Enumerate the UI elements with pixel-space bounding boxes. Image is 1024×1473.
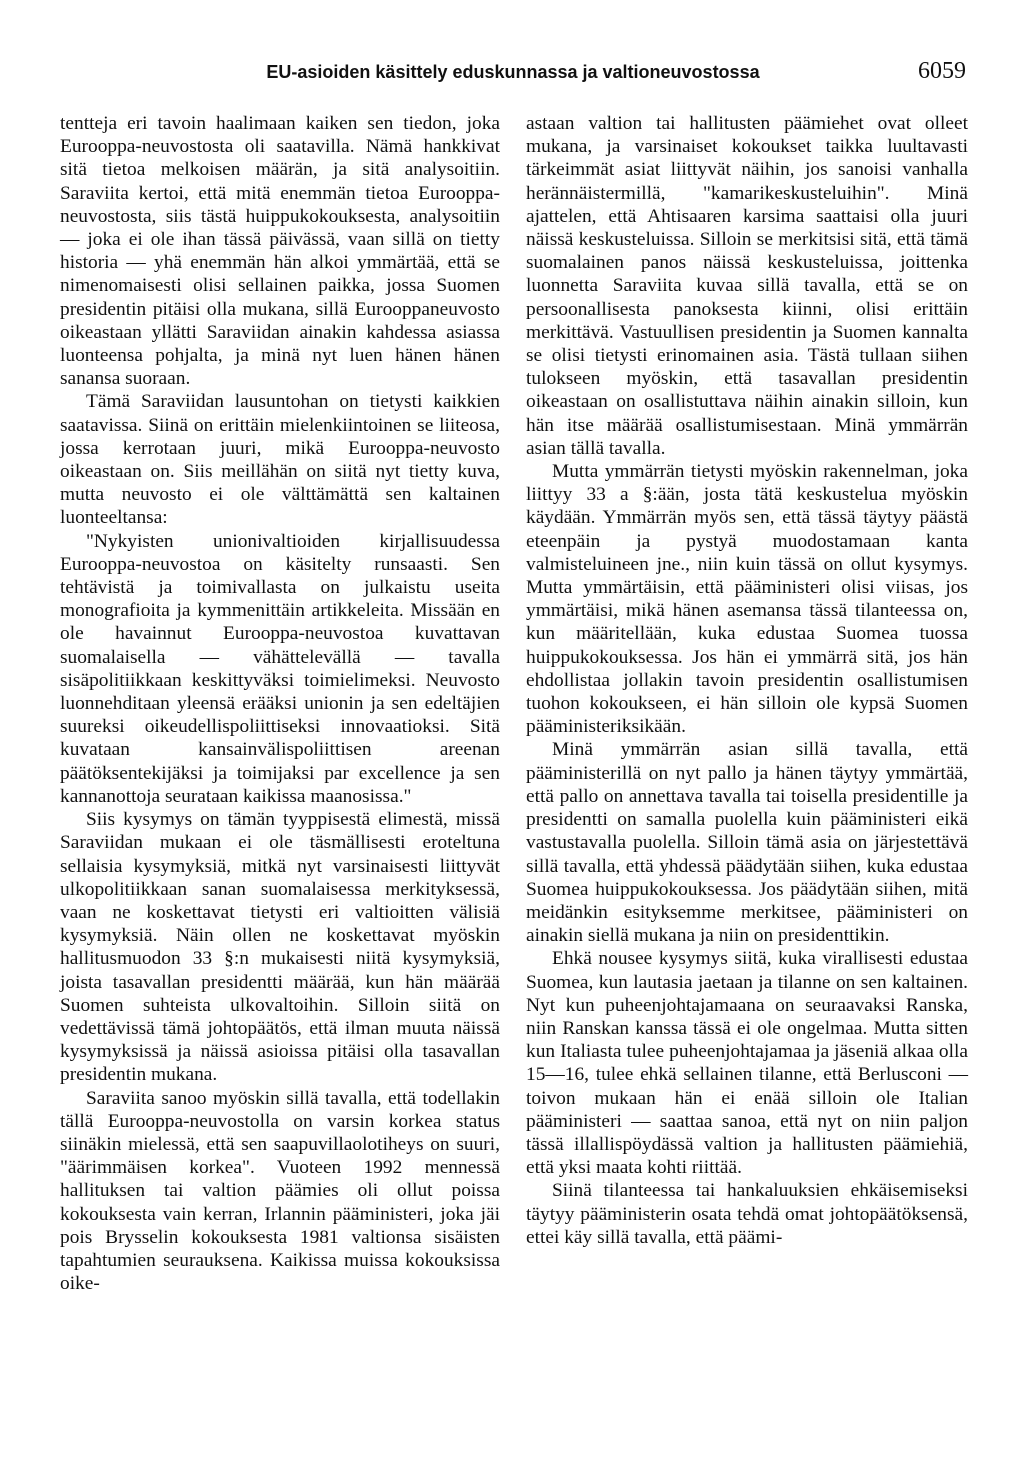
paragraph: Minä ymmärrän asian sillä tavalla, että pääministerillä on nyt pallo ja hänen täytyy ymmärtää, että pallo on annettava tavalla tai toisella presidentille ja presidentti on samalla puolella kuin pääministeri eikä vastustavalla puolella. Silloin tämä asia on järjestettävä sillä tavalla, että yhdessä päädytään siihen, kuka edustaa Suomea huippukokouksessa. Jos päädytään siihen, mitä meidänkin esityksemme merkitsee, pääministeri on ainakin siellä mukana ja niin on presidenttikin.: [526, 739, 968, 947]
running-title: EU-asioiden käsittely eduskunnassa ja valtioneuvostossa: [266, 62, 760, 82]
paragraph: Tämä Saraviidan lausuntohan on tietysti kaikkien saatavissa. Siinä on erittäin mielenkiintoinen se liiteosa, jossa kerrotaan juuri, mikä Eurooppa-neuvosto oikeastaan on. Siis meillähän on siitä nyt tietty kuva, mutta neuvosto ei ole välttämättä sen kaltainen luonteeltansa:: [60, 391, 500, 529]
left-column: [60, 112, 500, 1295]
paragraph: Ehkä nousee kysymys siitä, kuka virallisesti edustaa Suomea, kun lautasia jaetaan ja tilanne on sen kaltainen. Nyt kun puheenjohtajamaana on seuraavaksi Ranska, niin Ranskan kanssa tässä ei ole ongelmaa. Mutta sitten kun Italiasta tulee puheenjohtajamaa ja jäseniä alkaa olla 15—16, tulee ehkä sellainen tilanne, että Berlusconi — toivon mukaan hän ei enää silloin ole Italian pääministeri — saattaa sanoa, että nyt on niin paljon tässä illallispöydässä valtion ja hallitusten päämiehiä, että yksi maata kohti riittää.: [526, 948, 968, 1179]
paragraph: Mutta ymmärrän tietysti myöskin rakennelman, joka liittyy 33 a §:ään, josta tätä keskustelua myöskin käydään. Ymmärrän myös sen, että tässä täytyy päästä eteenpäin ja pystyä muodostamaan kanta valmisteluineen jne., niin kuin tässä on ollut kysymys. Mutta ymmärtäisin, että pääministeri olisi viisas, jos ymmärtäisi, mikä hänen asemansa tässä tilanteessa on, kun määritellään, kuka edustaa Suomea tuossa huippukokouksessa. Jos hän ei ymmärrä sitä, jos hän ehdollistaa jollakin tavoin presidentin osallistumisen tuohon kokoukseen, ei hän silloin ole kypsä Suomen pääministeriksikään.: [526, 461, 968, 738]
paragraph: Siis kysymys on tämän tyyppisestä elimestä, missä Saraviidan mukaan ei ole täsmällisesti eroteltuna sellaisia kysymyksiä, mitkä nyt varsinaisesti liittyvät ulkopolitiikkaan sanan suomalaisessa merkityksessä, vaan ne koskettavat tietysti eri valtioitten välisiä kysymyksiä. Näin ollen ne koskettavat myöskin hallitusmuodon 33 §:n mukaisesti niitä kysymyksiä, joista tasavallan presidentti määrää, kun hän määrää Suomen suhteista ulkovaltoihin. Silloin siitä on vedettävissä tämä johtopäätös, että ilman muuta näissä kysymyksissä ja näissä asioissa pitäisi olla tasavallan presidentin mukana.: [60, 809, 500, 1086]
paragraph: astaan valtion tai hallitusten päämiehet ovat olleet mukana, ja varsinaiset kokoukset taikka luultavasti tärkeimmät asiat liittyvät näihin, jos sanoisi vanhalla herännäistermillä, "kamarikeskusteluihin". Minä ajattelen, että Ahtisaaren karsima saattaisi olla juuri näissä keskusteluissa. Silloin se merkitsisi sitä, että tämä suomalainen panos näissä keskusteluissa, joittenka luonnetta Saraviita kuvaa sillä tavalla, että se on persoonallisesta panoksesta kiinni, olisi erittäin merkittävä. Vastuullisen presidentin ja Suomen kannalta se olisi tietysti erinomainen asia. Tästä tullaan siihen tulokseen myöskin, että tasavallan presidentin oikeastaan on osallistuttava näihin ainakin silloin, kun hän itse määrää osallistumisestaan. Minä ymmärrän asian tällä tavalla.: [526, 113, 968, 459]
paragraph: Siinä tilanteessa tai hankaluuksien ehkäisemiseksi täytyy pääministerin osata tehdä omat johtopäätöksensä, ettei käy sillä tavalla, että päämi-: [526, 1180, 968, 1248]
quote-paragraph: "Nykyisten unionivaltioiden kirjallisuudessa Eurooppa-neuvostoa on käsitelty runsaasti. Sen tehtävistä ja toimivallasta on julkaistu useita monografioita ja kymmenittäin artikkeleita. Missään en ole havainnut Eurooppa-neuvostoa kuvattavan suomalaisella — vähättelevällä — tavalla sisäpolitiikkaan keskittyväksi toimielimeksi. Neuvosto luonnehditaan yleensä erääksi unionin ja sen edeltäjien suureksi oikeudellispoliittiseksi innovaatioksi. Sitä kuvataan kansainvälispoliittisen areenan päätöksentekijäksi ja toimijaksi par excellence ja sen kannanottoja seurataan kaikissa maanosissa.": [60, 530, 500, 807]
page-header: [60, 58, 966, 90]
right-column: [526, 112, 968, 1249]
page-number: 6059: [918, 58, 966, 84]
paragraph: Saraviita sanoo myöskin sillä tavalla, että todellakin tällä Eurooppa-neuvostolla on varsin korkea status siinäkin mielessä, että sen saapuvillaolotiheys on suuri, "äärimmäisen korkea". Vuoteen 1992 mennessä hallituksen tai valtion päämies oli ollut poissa kokouksesta vain kerran, Irlannin pääministeri, joka jäi pois Brysselin kokouksesta 1981 valtionsa sisäisten tapahtumien seurauksena. Kaikissa muissa kokouksissa oike-: [60, 1087, 500, 1295]
paragraph: tentteja eri tavoin haalimaan kaiken sen tiedon, joka Eurooppa-neuvostosta oli saatavilla. Nämä hankkivat sitä tietoa melkoisen määrän, ja sitä analysoitiin. Saraviita kertoi, että mitä enemmän tietoa Eurooppa-neuvostosta, siis tästä huippukokouksesta, analysoitiin — joka ei ole ihan tässä päivässä, vaan sillä on tietty historia — yhä enemmän hän alkoi ymmärtää, että se nimenomaisesti olisi sellainen paikka, jossa Suomen presidentin pitäisi olla mukana, sillä Eurooppaneuvosto oikeastaan yllätti Saraviidan ainakin kahdessa asiassa luonteensa pohjalta, ja minä nyt luen hänen hänen sanansa suoraan.: [60, 113, 500, 390]
